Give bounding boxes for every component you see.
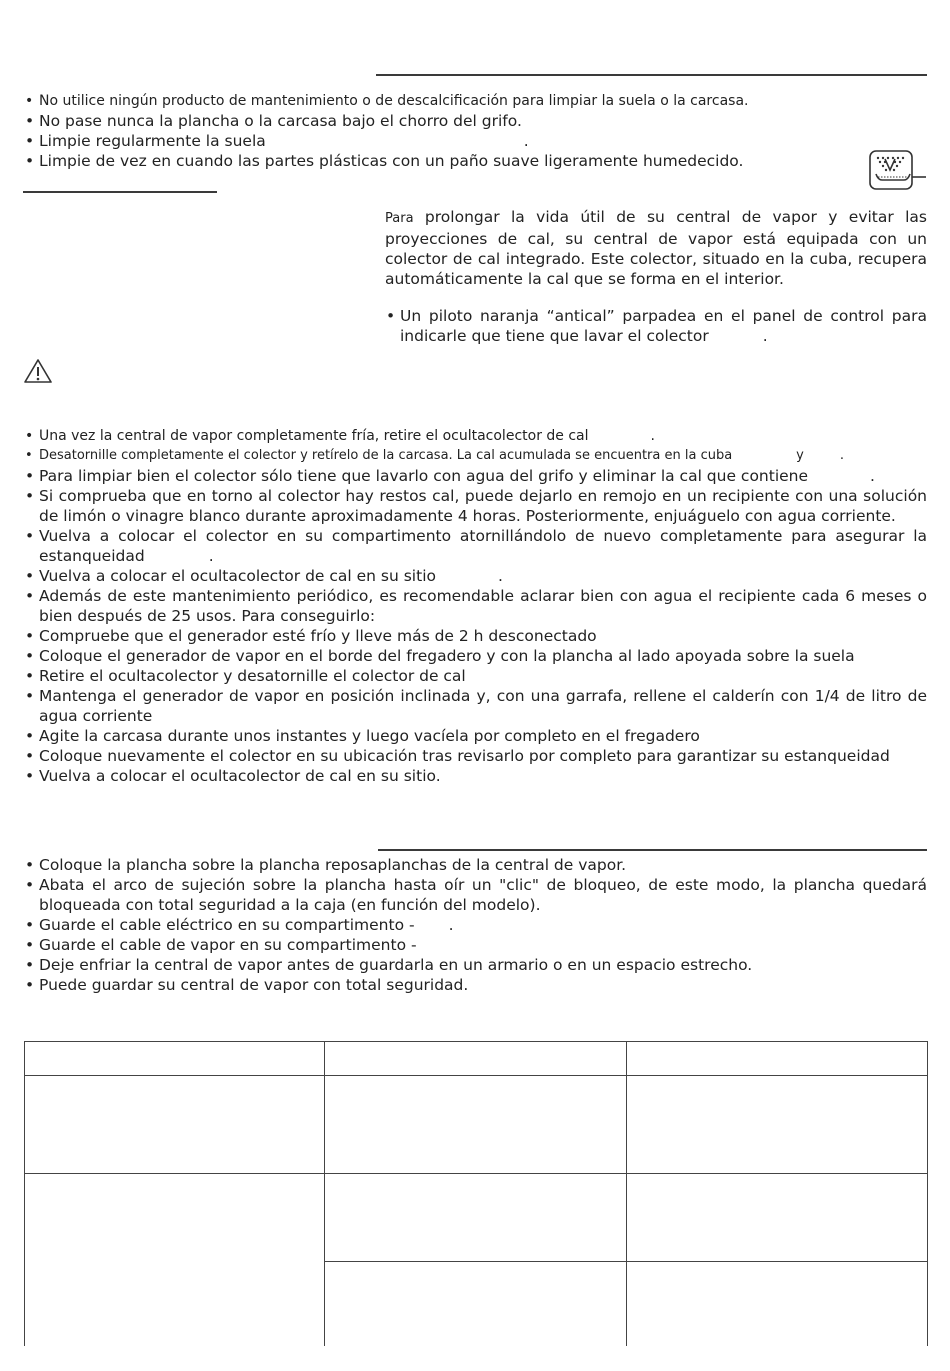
table-cell <box>25 1174 325 1346</box>
cleaning-list <box>24 91 824 171</box>
anticalc-indicator-icon <box>868 150 928 192</box>
list-item: • Guarde el cable eléctrico en su compartimento - . <box>24 915 927 935</box>
table-header-cell <box>627 1042 928 1076</box>
table-header-cell <box>325 1042 627 1076</box>
list-item: • Retire el ocultacolector y desatornille el colector de cal <box>24 666 927 686</box>
list-item: • Mantenga el generador de vapor en posición inclinada y, con una garrafa, rellene el calderín con 1/4 de litro de agua corriente <box>24 686 927 726</box>
table-header-cell <box>25 1042 325 1076</box>
list-item: • No utilice ningún producto de mantenimiento o de descalcificación para limpiar la suela o la carcasa. <box>24 91 824 111</box>
list-item: • Agite la carcasa durante unos instantes y luego vacíela por completo en el fregadero <box>24 726 927 746</box>
table-row <box>25 1174 928 1262</box>
table-cell <box>627 1174 928 1262</box>
list-item: • Además de este mantenimiento periódico, es recomendable aclarar bien con agua el recipiente cada 6 meses o bien después de 25 usos. Para conseguirlo: <box>24 586 927 626</box>
list-item: • Vuelva a colocar el colector en su compartimento atornillándolo de nuevo completamente para asegurar la estanqueidad . <box>24 526 927 566</box>
list-item: • Limpie de vez en cuando las partes plásticas con un paño suave ligeramente humedecido. <box>24 151 824 171</box>
table-cell <box>325 1174 627 1262</box>
list-item: • Puede guardar su central de vapor con total seguridad. <box>24 975 927 995</box>
table-row <box>25 1042 928 1076</box>
table-cell <box>627 1076 928 1174</box>
list-item: • Coloque el generador de vapor en el borde del fregadero y con la plancha al lado apoyada sobre la suela <box>24 646 927 666</box>
list-item: • Si comprueba que en torno al colector hay restos cal, puede dejarlo en remojo en un recipiente con una solución de limón o vinagre blanco durante aproximadamente 4 horas. Posteriormente, enjuáguelo con agua corriente. <box>24 486 927 526</box>
anticalc-intro: Para prolongar la vida útil de su central de vapor y evitar las proyecciones de cal, su central de vapor está equipada con un colector de cal integrado. Este colector, situado en la cuba, recupera automáticamente la cal que se forma en el interior. <box>385 208 927 288</box>
anticalc-procedure-list <box>24 426 927 786</box>
list-item: • Vuelva a colocar el ocultacolector de cal en su sitio. <box>24 766 927 786</box>
table-cell <box>325 1076 627 1174</box>
list-item: • Para limpiar bien el colector sólo tiene que lavarlo con agua del grifo y eliminar la cal que contiene . <box>24 466 927 486</box>
table-cell <box>325 1262 627 1346</box>
list-item: • Desatornille completamente el colector y retírelo de la carcasa. La cal acumulada se encuentra en la cuba y . <box>24 446 927 466</box>
section-rule-cleaning <box>376 74 927 76</box>
list-item: • Compruebe que el generador esté frío y lleve más de 2 h desconectado <box>24 626 927 646</box>
troubleshooting-table <box>24 1041 928 1346</box>
table-row <box>25 1076 928 1174</box>
section-rule-anticalc <box>23 191 217 193</box>
list-item: • Una vez la central de vapor completamente fría, retire el ocultacolector de cal . <box>24 426 927 446</box>
list-item: • Coloque nuevamente el colector en su ubicación tras revisarlo por completo para garantizar su estanqueidad <box>24 746 927 766</box>
list-item: • No pase nunca la plancha o la carcasa bajo el chorro del grifo. <box>24 111 824 131</box>
table-cell <box>627 1262 928 1346</box>
table-cell <box>25 1076 325 1174</box>
list-item: • Guarde el cable de vapor en su compartimento - <box>24 935 927 955</box>
storage-list <box>24 855 927 995</box>
list-item: • Deje enfriar la central de vapor antes de guardarla en un armario o en un espacio estrecho. <box>24 955 927 975</box>
list-item: • Un piloto naranja “antical” parpadea en el panel de control para indicarle que tiene que lavar el colector . <box>385 306 927 346</box>
anticalc-pilot-list <box>385 306 927 346</box>
list-item: • Limpie regularmente la suela . <box>24 131 824 151</box>
section-rule-storage <box>378 849 927 851</box>
list-item: • Abata el arco de sujeción sobre la plancha hasta oír un "clic" de bloqueo, de este modo, la plancha quedará bloqueada con total seguridad a la caja (en función del modelo). <box>24 875 927 915</box>
warning-triangle-icon <box>23 358 53 384</box>
list-item: • Coloque la plancha sobre la plancha reposaplanchas de la central de vapor. <box>24 855 927 875</box>
list-item: • Vuelva a colocar el ocultacolector de cal en su sitio . <box>24 566 927 586</box>
